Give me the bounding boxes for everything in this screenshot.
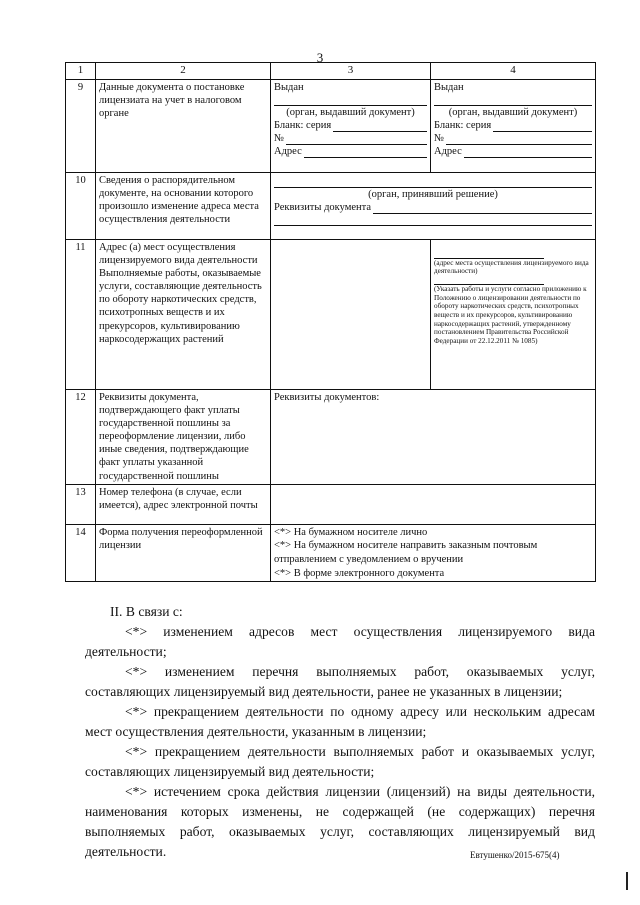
row-number: 14 <box>66 524 96 582</box>
row-label: Адрес (а) мест осуществления лицензируемого вида деятельности Выполняемые работы, оказываемые услуги, составляющие деятельность по обороту наркотических средств, психотропных веществ и их прекурсоров, культивированию наркосодержащих растений <box>96 239 271 389</box>
row-number: 13 <box>66 484 96 524</box>
blank-series-label: Бланк: серия <box>434 120 492 131</box>
activity-address-caption: (адрес места осуществления лицензируемого вида деятельности) <box>434 258 589 276</box>
number-label: № <box>434 133 445 145</box>
table-row <box>66 389 596 484</box>
works-caption: (Указать работы и услуги согласно приложению к Положению о лицензировании деятельности по обороту наркотических средств, психотропных веществ и их прекурсоров, культивированию наркосодержащих растений, утвержденному постановлением Правительства Российской Федерации от 22.12.2011 № 1085) <box>434 285 587 345</box>
blank-series-field[interactable] <box>493 120 592 132</box>
header-col-4: 4 <box>431 63 596 80</box>
works-line[interactable] <box>434 276 544 285</box>
requisites-label: Реквизиты документа <box>274 201 372 213</box>
issuer-line[interactable] <box>434 94 592 106</box>
section-heading: II. В связи с: <box>110 604 183 619</box>
activity-new-cell[interactable] <box>431 239 596 389</box>
receipt-form-cell <box>271 524 596 582</box>
table-row <box>66 524 596 582</box>
reason-license-expiry[interactable]: <*> истечением срока действия лицензии (лицензий) на виды деятельности, наименования которых изменены, не содержащей (не содержащих) перечня выполняемых работ, оказываемых услуг, составляющих лицензируемый вид деятельности. <box>85 784 595 859</box>
tax-doc-current-cell[interactable] <box>271 79 431 172</box>
table-row <box>66 79 596 172</box>
table-row <box>66 239 596 389</box>
address-label: Адрес <box>434 146 462 158</box>
row-number: 11 <box>66 239 96 389</box>
address-field[interactable] <box>304 146 427 158</box>
receipt-option-electronic[interactable]: <*> В форме электронного документа <box>274 567 445 579</box>
issued-label: Выдан <box>274 81 304 93</box>
number-label: № <box>274 133 285 145</box>
license-form-table <box>65 62 596 582</box>
activity-address-line[interactable] <box>434 247 544 259</box>
number-field[interactable] <box>446 133 592 145</box>
number-field[interactable] <box>286 133 427 145</box>
address-label: Адрес <box>274 146 302 158</box>
authority-line[interactable] <box>274 176 592 188</box>
row-number: 12 <box>66 389 96 484</box>
fee-requisites-cell[interactable]: Реквизиты документов: <box>271 389 596 484</box>
reason-address-termination[interactable]: <*> прекращением деятельности по одному адресу или нескольким адресам мест осуществления деятельности, указанным в лицензии; <box>85 704 595 739</box>
address-field[interactable] <box>464 146 592 158</box>
decision-doc-cell[interactable] <box>271 172 596 239</box>
table-row <box>66 172 596 239</box>
receipt-option-paper-mail[interactable]: <*> На бумажном носителе направить заказным почтовым отправлением с уведомлением о вручении <box>274 540 538 566</box>
reason-address-change[interactable]: <*> изменением адресов мест осуществления лицензируемого вида деятельности; <box>85 624 595 659</box>
tax-doc-new-cell[interactable] <box>431 79 596 172</box>
reasons-section <box>85 602 595 862</box>
row-label: Форма получения переоформленной лицензии <box>96 524 271 582</box>
header-col-1: 1 <box>66 63 96 80</box>
row-label: Сведения о распорядительном документе, на основании которого произошло изменение адреса места осуществления деятельности <box>96 172 271 239</box>
blank-series-field[interactable] <box>333 120 427 132</box>
contact-cell[interactable] <box>271 484 596 524</box>
row-label: Данные документа о постановке лицензиата на учет в налоговом органе <box>96 79 271 172</box>
header-col-3: 3 <box>271 63 431 80</box>
reason-works-change[interactable]: <*> изменением перечня выполняемых работ, оказываемых услуг, составляющих лицензируемый вид деятельности, ранее не указанных в лицензии; <box>85 664 595 699</box>
table-row <box>66 484 596 524</box>
row-label: Номер телефона (в случае, если имеется), адрес электронной почты <box>96 484 271 524</box>
reason-works-termination[interactable]: <*> прекращением деятельности выполняемых работ и оказываемых услуг, составляющих лицензируемый вид деятельности; <box>85 744 595 779</box>
issuer-caption: (орган, выдавший документ) <box>448 106 578 118</box>
authority-caption: (орган, принявший решение) <box>368 188 498 200</box>
requisites-field[interactable] <box>373 202 592 214</box>
receipt-option-paper-personal[interactable]: <*> На бумажном носителе лично <box>274 526 428 538</box>
table-header-row <box>66 63 596 80</box>
activity-current-cell[interactable] <box>271 239 431 389</box>
document-footer-code: Евтушенко/2015-675(4) <box>470 850 560 860</box>
scan-edge-mark <box>626 872 628 890</box>
row-label: Реквизиты документа, подтверждающего факт уплаты государственной пошлины за переоформление лицензии, либо иные сведения, подтверждающие факт уплаты указанной государственной пошлины <box>96 389 271 484</box>
blank-series-label: Бланк: серия <box>274 120 332 131</box>
row-number: 10 <box>66 172 96 239</box>
issuer-caption: (орган, выдавший документ) <box>286 106 415 118</box>
page-number: 3 <box>316 50 324 65</box>
issued-label: Выдан <box>434 81 464 93</box>
header-col-2: 2 <box>96 63 271 80</box>
requisites-line[interactable] <box>274 214 592 226</box>
issuer-line[interactable] <box>274 94 427 106</box>
row-number: 9 <box>66 79 96 172</box>
